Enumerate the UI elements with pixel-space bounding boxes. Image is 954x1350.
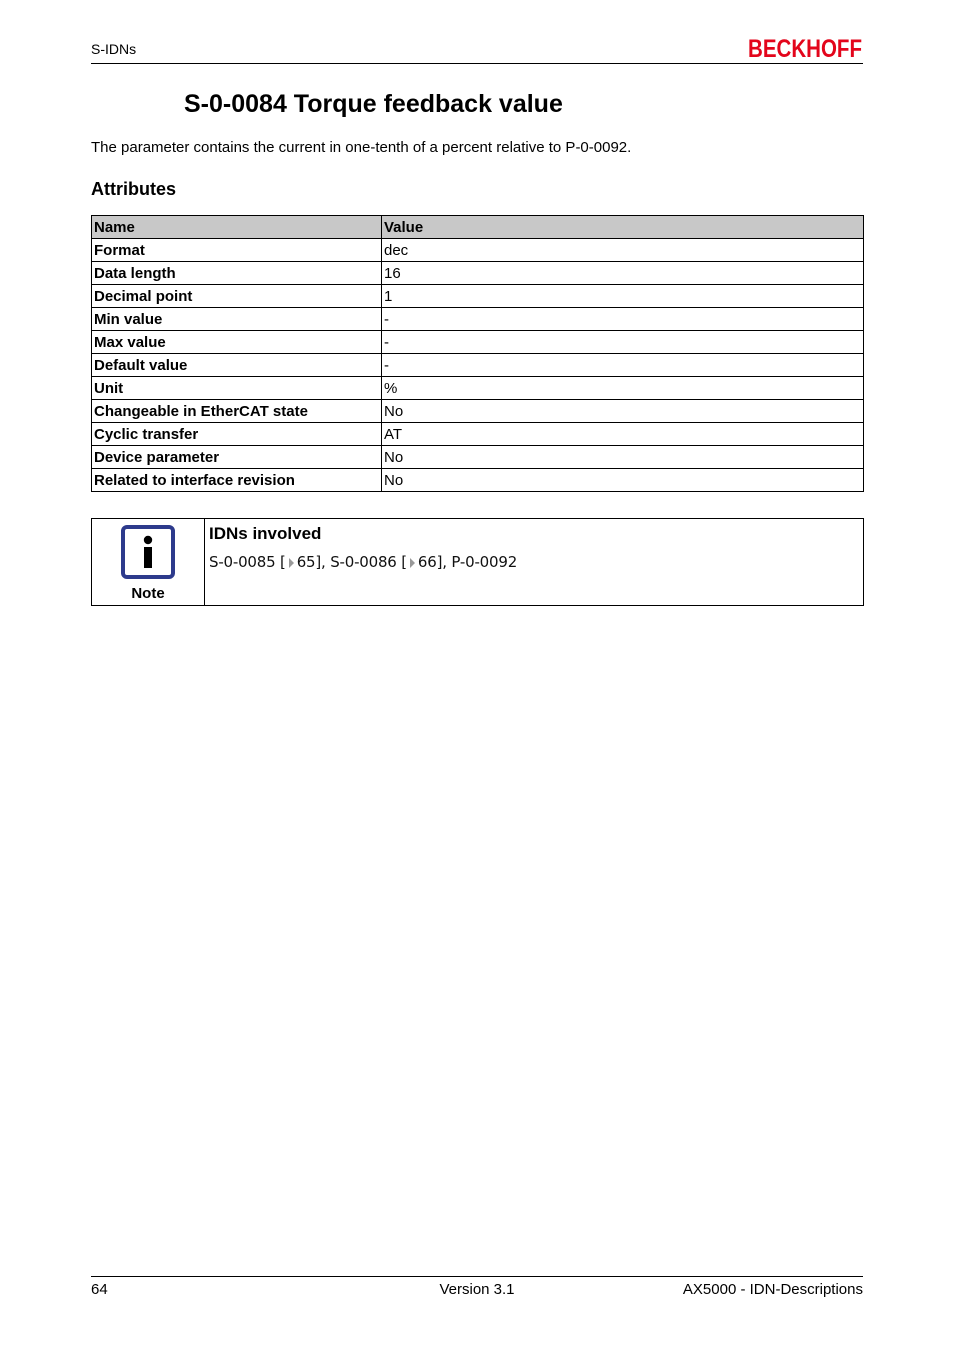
reference-link[interactable]: S-0-0085	[209, 553, 276, 571]
header-rule	[91, 63, 863, 64]
attributes-table	[91, 215, 864, 492]
attribute-name: Cyclic transfer	[92, 423, 382, 446]
info-icon	[121, 525, 175, 579]
table-row	[92, 308, 864, 331]
attribute-value: No	[382, 469, 864, 492]
table-row	[92, 446, 864, 469]
table-row	[92, 239, 864, 262]
attribute-name: Min value	[92, 308, 382, 331]
reference-link[interactable]: S-0-0086	[330, 553, 397, 571]
attribute-name: Data length	[92, 262, 382, 285]
note-box	[91, 518, 864, 606]
attribute-value: dec	[382, 239, 864, 262]
note-icon-cell	[92, 519, 205, 605]
attribute-name: Default value	[92, 354, 382, 377]
attributes-heading: Attributes	[91, 179, 176, 199]
svg-text:BECKHOFF: BECKHOFF	[748, 35, 862, 63]
footer-doc-title: AX5000 - IDN-Descriptions	[682, 1281, 863, 1298]
beckhoff-logo	[747, 35, 863, 63]
table-row	[92, 354, 864, 377]
table-row	[92, 423, 864, 446]
attribute-value: 16	[382, 262, 864, 285]
table-row	[92, 331, 864, 354]
page-arrow-icon	[410, 558, 415, 568]
attribute-value: %	[382, 377, 864, 400]
attribute-name: Related to interface revision	[92, 469, 382, 492]
attribute-name: Changeable in EtherCAT state	[92, 400, 382, 423]
attribute-name: Max value	[92, 331, 382, 354]
reference-text: P-0-0092	[451, 553, 518, 571]
footer-page-number: 64	[91, 1281, 108, 1298]
page-arrow-icon	[289, 558, 294, 568]
intro-paragraph: The parameter contains the current in one-tenth of a percent relative to P-0-0092.	[91, 139, 632, 156]
attribute-value: -	[382, 308, 864, 331]
table-header-row	[92, 216, 864, 239]
attribute-name: Decimal point	[92, 285, 382, 308]
attribute-value: No	[382, 446, 864, 469]
reference-page-link[interactable]: 65	[296, 553, 316, 571]
attribute-value: AT	[382, 423, 864, 446]
column-header-name: Name	[92, 216, 382, 239]
table-row	[92, 262, 864, 285]
column-header-value: Value	[382, 216, 864, 239]
footer-rule	[91, 1276, 863, 1277]
attribute-value: 1	[382, 285, 864, 308]
note-title: IDNs involved	[209, 524, 322, 543]
attribute-value: -	[382, 331, 864, 354]
page-title: S-0-0084 Torque feedback value	[184, 90, 563, 118]
attribute-name: Device parameter	[92, 446, 382, 469]
attribute-name: Format	[92, 239, 382, 262]
note-label: Note	[131, 585, 165, 602]
table-row	[92, 400, 864, 423]
attribute-value: No	[382, 400, 864, 423]
footer-version: Version 3.1	[439, 1281, 515, 1298]
table-row	[92, 469, 864, 492]
attribute-name: Unit	[92, 377, 382, 400]
reference-page-link[interactable]: 66	[417, 553, 437, 571]
table-row	[92, 285, 864, 308]
attribute-value: -	[382, 354, 864, 377]
header-section-label: S-IDNs	[91, 41, 137, 57]
table-row	[92, 377, 864, 400]
note-references: S-0-0085 [ 65], S-0-0086 [ 66], P-0-0092	[209, 553, 518, 571]
